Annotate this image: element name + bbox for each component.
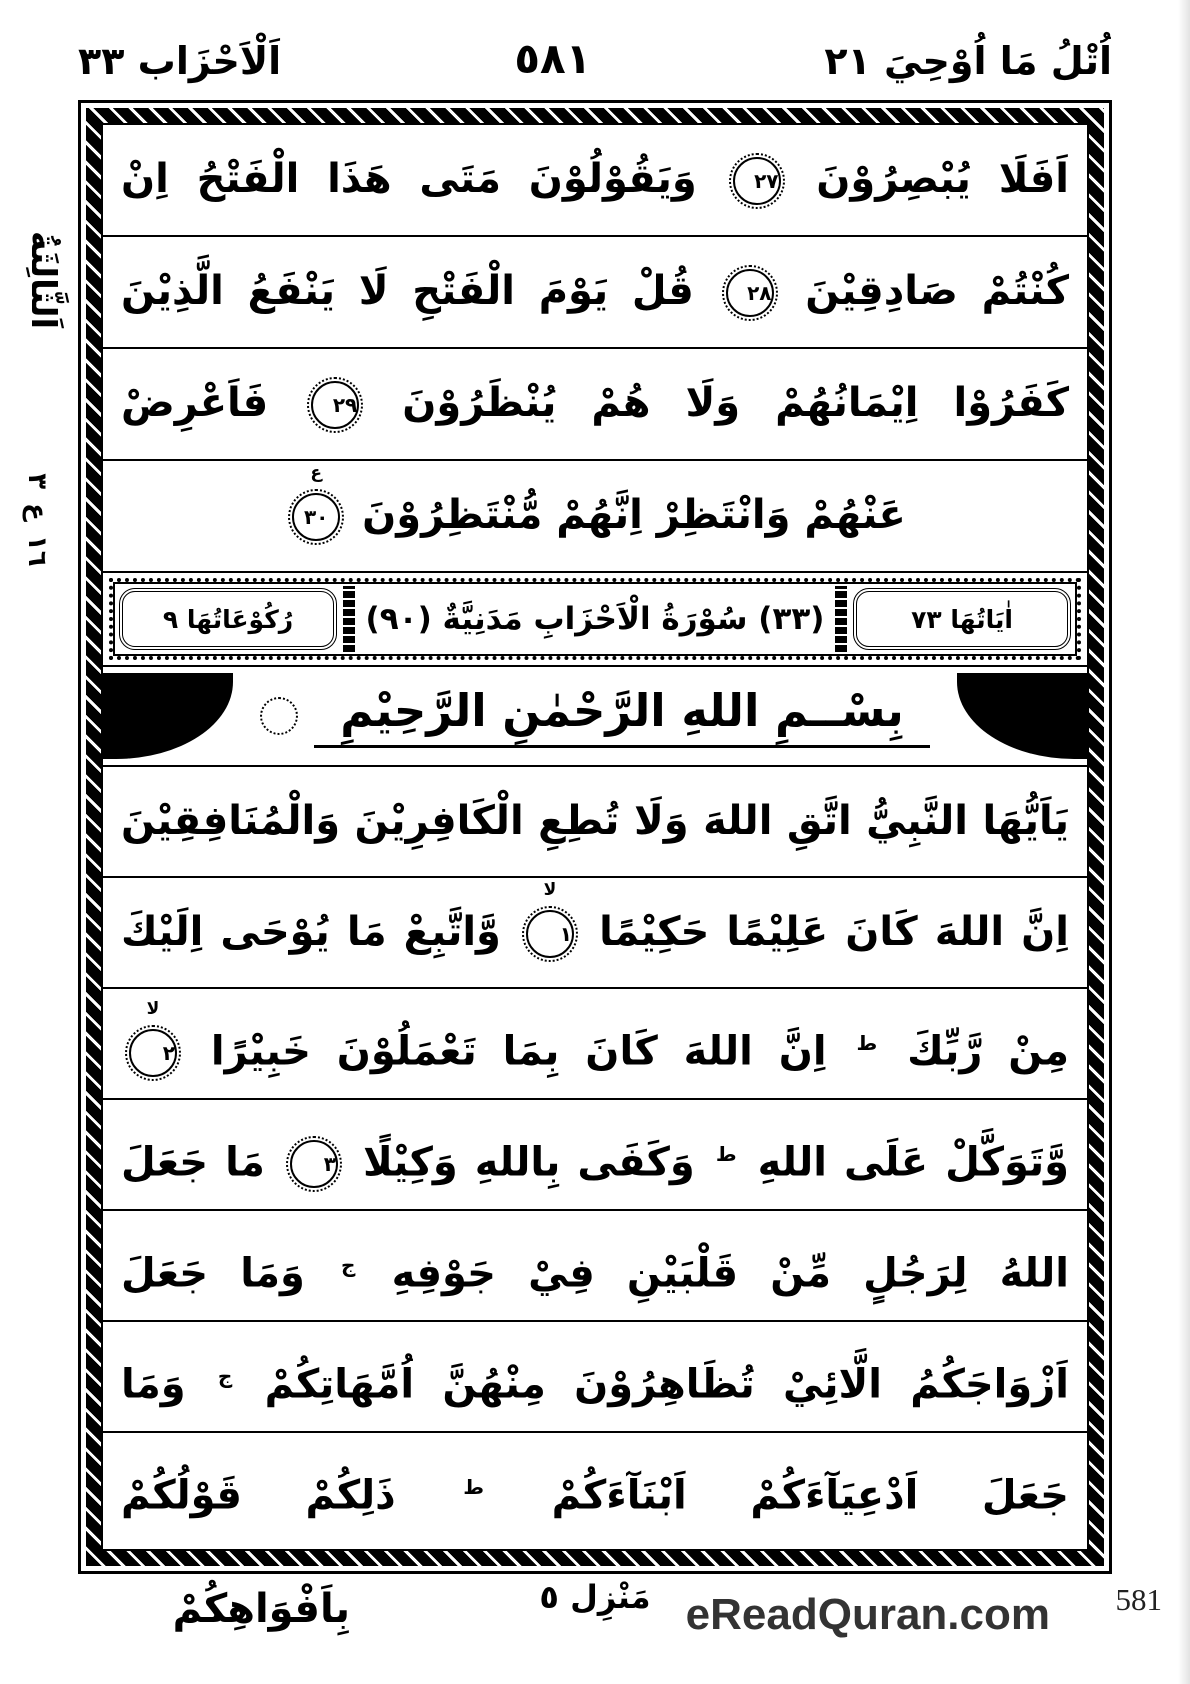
ayah-text: وَمَا جَعَلَ <box>121 1250 305 1296</box>
quran-line <box>103 237 1087 349</box>
verse-number-medallion-icon <box>290 1140 338 1188</box>
ayah-text: كَفَرُوْا اِيْمَانُهُمْ وَلَا هُمْ يُنْظَرُوْنَ <box>402 380 1069 426</box>
verse-number: ٣ <box>323 1152 336 1176</box>
ayah-text: مِنْ رَّبِّكَ <box>907 1028 1069 1074</box>
verse-number-medallion-icon <box>292 463 340 541</box>
ayah-text: عَنْهُمْ وَانْتَظِرْ اِنَّهُمْ مُّنْتَظِرُوْنَ <box>362 492 906 538</box>
waqf-mark: ط <box>463 1474 485 1499</box>
quran-line <box>103 1100 1087 1211</box>
verse-number-medallion-icon <box>311 381 359 429</box>
quran-section-sajdah-end <box>103 125 1087 573</box>
quran-line <box>103 989 1087 1100</box>
watermark-link[interactable]: eReadQuran.com <box>685 1590 1050 1639</box>
ruku-count-cartouche: رُكُوْعَاتُهَا ٩ <box>119 588 337 650</box>
verse-number: ٢٩ <box>332 393 358 417</box>
ayah-text: فَاَعْرِضْ <box>121 380 269 426</box>
waqf-mark: ج <box>341 1252 356 1277</box>
margin-ruku-marker <box>7 435 67 605</box>
ayah-text: يَاَيُّهَا النَّبِيُّ اتَّقِ اللهَ وَلَا تُطِعِ الْكَافِرِيْنَ وَالْمُنَافِقِيْنَ <box>121 797 1069 844</box>
ruku-number: ٣ <box>22 473 52 490</box>
quran-line <box>103 767 1087 878</box>
ayah-text: كُنْتُمْ صَادِقِيْنَ <box>805 268 1069 314</box>
scan-shadow-edge <box>1178 0 1190 1684</box>
verse-number-medallion-icon <box>526 879 574 958</box>
juz-ruku-number: ١٦ <box>22 534 52 567</box>
page-number-arabic: ٥٨١ <box>514 34 592 83</box>
ruku-ain-icon: ع <box>22 503 52 521</box>
dotted-circle-ornament-icon <box>260 697 298 735</box>
verse-number-medallion-icon <box>733 157 781 205</box>
quran-line <box>103 125 1087 237</box>
ayah-text: اَفَلَا يُبْصِرُوْنَ <box>816 156 1069 202</box>
surah-header-beaded-box <box>109 578 1081 660</box>
waqf-mark: ط <box>856 1030 878 1055</box>
ayah-text: اَزْوَاجَكُمُ الَّائِيْ تُظَاهِرُوْنَ مِنْهُنَّ اُمَّهَاتِكُمْ <box>264 1361 1069 1407</box>
surah-title: (٣٣) سُوْرَةُ الْاَحْزَابِ مَدَنِيَّةٌ (٩٠) <box>365 601 825 638</box>
running-header <box>78 34 1112 83</box>
ornate-page-frame <box>78 100 1112 1574</box>
ayah-text: ذَلِكُمْ قَوْلُكُمْ <box>121 1472 396 1518</box>
quran-line <box>103 1211 1087 1322</box>
ornate-divider-icon <box>835 586 847 652</box>
bismillah-text: بِسْــمِ اللهِ الرَّحْمٰنِ الرَّحِيْمِ <box>314 684 930 748</box>
waqf-ruku-mark: لا <box>543 879 557 900</box>
frame-inner <box>101 123 1089 1551</box>
ayah-text: اللهُ لِرَجُلٍ مِّنْ قَلْبَيْنِ فِيْ جَوْفِهِ <box>391 1250 1069 1296</box>
waqf-ruku-mark: لا <box>146 999 160 1019</box>
ayah-text: مَا جَعَلَ <box>121 1139 265 1185</box>
catchword: بِاَفْوَاهِكُمْ <box>172 1586 350 1632</box>
ayah-text: اِنَّ اللهَ كَانَ بِمَا تَعْمَلُوْنَ خَبِيْرًا <box>210 1028 827 1074</box>
verse-number: ٢٧ <box>754 169 779 193</box>
verse-number: ١ <box>559 921 572 946</box>
verse-number: ٢٨ <box>747 281 772 305</box>
ayah-text: وَيَقُوْلُوْنَ مَتَى هَذَا الْفَتْحُ اِنْ <box>121 156 697 202</box>
ornate-divider-icon <box>343 586 355 652</box>
waqf-mark: ج <box>217 1363 233 1388</box>
ayah-text: وَمَا <box>121 1361 186 1407</box>
bismillah-band <box>103 667 1087 767</box>
ayah-text: وَكَفَى بِاللهِ وَكِيْلًا <box>362 1139 695 1185</box>
waqf-ruku-mark: ع <box>310 463 322 483</box>
quran-line <box>103 878 1087 989</box>
waqf-mark: ط <box>715 1141 737 1166</box>
ayah-text: وَّاتَّبِعْ مَا يُوْحَى اِلَيْكَ <box>121 908 501 955</box>
verse-number: ٣٠ <box>303 505 329 529</box>
surah-header-band <box>103 573 1087 667</box>
verse-number: ٢ <box>162 1041 175 1065</box>
quran-line <box>103 349 1087 461</box>
ayah-text: اِنَّ اللهَ كَانَ عَلِيْمًا حَكِيْمًا <box>599 908 1069 955</box>
surah-name-label: اَلْاَحْزَاب ٣٣ <box>78 39 282 83</box>
margin-quarter-label: اَلثَّالِثَةُ <box>23 230 63 330</box>
quran-line <box>103 461 1087 573</box>
verse-number-medallion-icon <box>726 269 774 317</box>
quran-section-ahzab-start <box>103 767 1087 1549</box>
frame-hatched-band <box>86 108 1104 1566</box>
page-footer <box>0 1578 1190 1668</box>
juz-title-label: اُتْلُ مَا اُوْحِيَ ٢١ <box>824 39 1112 83</box>
quran-line <box>103 1322 1087 1433</box>
manzil-label: مَنْزِل ٥ <box>539 1578 651 1616</box>
verse-number-medallion-icon <box>129 999 177 1077</box>
quran-line <box>103 1433 1087 1549</box>
ayah-text: جَعَلَ اَدْعِيَآءَكُمْ اَبْنَآءَكُمْ <box>551 1472 1069 1518</box>
ayah-text: وَّتَوَكَّلْ عَلَى اللهِ <box>757 1139 1069 1185</box>
ayat-count-cartouche: اٰيَاتُهَا ٧٣ <box>853 588 1071 650</box>
page-number-latin: 581 <box>1115 1582 1162 1617</box>
ayah-text: قُلْ يَوْمَ الْفَتْحِ لَا يَنْفَعُ الَّذِيْنَ <box>121 268 694 314</box>
